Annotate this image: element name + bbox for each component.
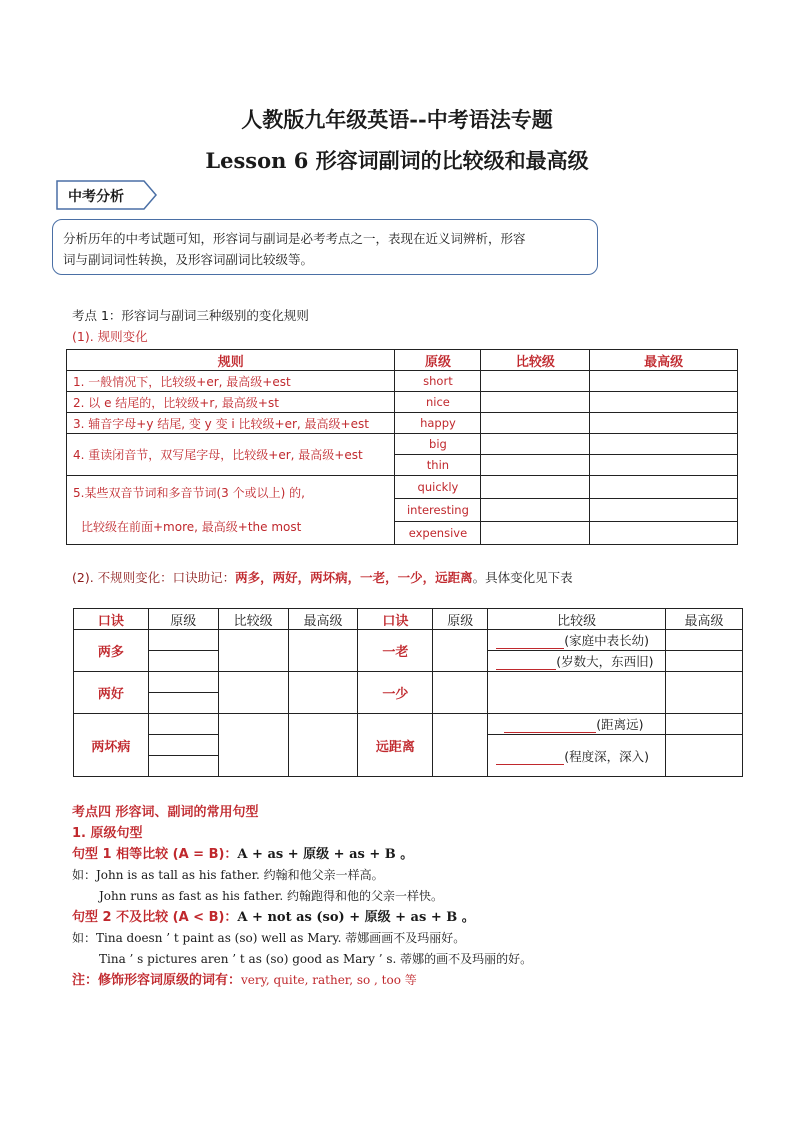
word-cell: thin [395,455,481,476]
answer-cell[interactable] [590,434,738,455]
word-cell: short [395,371,481,392]
word-cell: interesting [395,499,481,522]
answer-cell[interactable] [218,714,288,777]
table-row [67,350,738,371]
mnemonic-cell: 两坏病 [74,714,149,777]
irregular-table [73,608,743,777]
answer-cell[interactable] [433,714,488,777]
header-cell: 口诀 [74,609,149,630]
pattern1-formula: A + as + 原级 + as + B 。 [237,847,414,862]
answer-cell[interactable] [481,392,590,413]
answer-cell[interactable] [433,630,488,672]
answer-cell[interactable] [666,714,743,735]
title-line1: 人教版九年级英语--中考语法专题 [241,107,553,132]
comparative-cell [488,714,666,735]
table-row [74,630,743,651]
pattern2-label: 句型 2 不及比较 (A < B)： [72,910,238,925]
point2-mnemonic: 两多，两好，两坏病，一老，一少，远距离 [235,570,473,585]
point1-sub: (1). 规则变化 [72,329,148,344]
section-tag [56,180,156,210]
pattern1 [72,844,752,865]
word-cell: big [395,434,481,455]
example2b: Tina ’ s pictures aren ’ t as (so) good as Mary ’ s. 蒂娜的画不及玛丽的好。 [99,952,533,966]
point4-sub: 1. 原级句型 [72,826,143,841]
mnemonic-cell: 一少 [358,672,433,714]
table-row [74,714,743,735]
header-cell: 原级 [433,609,488,630]
answer-cell[interactable] [148,714,218,735]
header-cell: 原级 [395,350,481,371]
header-cell: 口诀 [358,609,433,630]
point1-title: 考点 1：形容词与副词三种级别的变化规则 [72,308,309,323]
answer-cell[interactable] [590,476,738,499]
answer-cell[interactable] [288,630,358,672]
note-text: (家庭中表长幼) [564,633,650,648]
point2-suffix: 。具体变化见下表 [472,570,573,585]
answer-cell[interactable] [666,735,743,777]
point4-section [72,802,752,991]
rule-cell: 4. 重读闭音节，双写尾字母，比较级+er, 最高级+est [67,434,395,476]
pattern2-formula: A + not as (so) + 原级 + as + B 。 [237,910,475,925]
answer-cell[interactable] [481,371,590,392]
table-row [67,476,738,499]
answer-cell[interactable] [288,714,358,777]
tag-label: 中考分析 [68,189,124,205]
answer-cell[interactable] [590,522,738,545]
note-text: (距离远) [596,717,644,732]
answer-cell[interactable] [148,630,218,651]
rule-cell: 1. 一般情况下，比较级+er, 最高级+est [67,371,395,392]
header-cell: 最高级 [666,609,743,630]
answer-cell[interactable] [666,672,743,714]
example2a: 如：Tina doesn ’ t paint as (so) well as Mary. 蒂娜画画不及玛丽好。 [72,931,466,945]
answer-cell[interactable] [590,455,738,476]
header-cell: 比较级 [488,609,666,630]
table-row [67,413,738,434]
header-cell: 原级 [148,609,218,630]
point4-title: 考点四 形容词、副词的常用句型 [72,805,259,820]
header-cell: 比较级 [481,350,590,371]
answer-cell[interactable] [148,735,218,756]
answer-blank[interactable] [504,720,596,733]
answer-cell[interactable] [481,522,590,545]
rules-table [66,349,738,545]
example1a: 如：John is as tall as his father. 约翰和他父亲一样高。 [72,868,384,882]
answer-cell[interactable] [218,672,288,714]
analysis-line1: 分析历年的中考试题可知，形容词与副词是必考考点之一，表现在近义词辨析，形容 [63,231,526,246]
example1b: John runs as fast as his father. 约翰跑得和他的父亲一样快。 [99,889,443,903]
answer-cell[interactable] [288,672,358,714]
rule-cell: 2. 以 e 结尾的，比较级+r, 最高级+st [67,392,395,413]
word-cell: nice [395,392,481,413]
answer-cell[interactable] [590,499,738,522]
table-row [67,371,738,392]
answer-cell[interactable] [148,756,218,777]
answer-cell[interactable] [481,455,590,476]
mnemonic-cell: 两多 [74,630,149,672]
word-cell: quickly [395,476,481,499]
answer-cell[interactable] [148,651,218,672]
comparative-cell [488,735,666,777]
answer-cell[interactable] [590,413,738,434]
answer-cell[interactable] [666,630,743,651]
rule-text: 5.某些双音节词和多音节词(3 个或以上) 的, [73,486,305,500]
table-row [67,392,738,413]
note-line [72,970,752,991]
analysis-box [52,219,598,275]
word-cell: happy [395,413,481,434]
pattern1-label: 句型 1 相等比较 (A = B)： [72,847,238,862]
mnemonic-cell: 两好 [74,672,149,714]
mnemonic-cell: 一老 [358,630,433,672]
answer-cell[interactable] [481,413,590,434]
answer-cell[interactable] [218,630,288,672]
answer-cell[interactable] [148,693,218,714]
answer-cell[interactable] [148,672,218,693]
table-row [67,434,738,455]
answer-cell[interactable] [590,371,738,392]
comparative-cell [488,630,666,651]
answer-cell[interactable] [666,651,743,672]
answer-cell[interactable] [488,672,666,714]
title-line2: Lesson 6 形容词副词的比较级和最高级 [205,148,589,173]
answer-blank[interactable] [496,752,564,765]
note-label: 注：修饰形容词原级的词有： [72,973,242,988]
rule-text: 比较级在前面+more, 最高级+the most [81,520,302,534]
header-cell: 比较级 [218,609,288,630]
table-row [74,609,743,630]
answer-cell[interactable] [590,392,738,413]
header-cell: 最高级 [288,609,358,630]
answer-cell[interactable] [481,476,590,499]
header-cell: 规则 [67,350,395,371]
answer-blank[interactable] [496,636,564,649]
rule-cell: 3. 辅音字母+y 结尾, 变 y 变 i 比较级+er, 最高级+est [67,413,395,434]
rule-cell [67,476,395,545]
header-cell: 最高级 [590,350,738,371]
analysis-line2: 词与副词词性转换，及形容词副词比较级等。 [63,252,314,267]
table-row [74,672,743,693]
answer-cell[interactable] [433,672,488,714]
word-cell: expensive [395,522,481,545]
note-words: very, quite, rather, so , too 等 [241,973,417,987]
note-text: (程度深，深入) [564,748,650,764]
answer-cell[interactable] [481,434,590,455]
answer-blank[interactable] [496,657,556,670]
note-text: (岁数大，东西旧) [556,654,654,669]
comparative-cell [488,651,666,672]
answer-cell[interactable] [481,499,590,522]
pattern2 [72,907,752,928]
point2-line [72,568,573,586]
mnemonic-cell: 远距离 [358,714,433,777]
point2-prefix: (2). 不规则变化：口诀助记： [72,570,236,585]
